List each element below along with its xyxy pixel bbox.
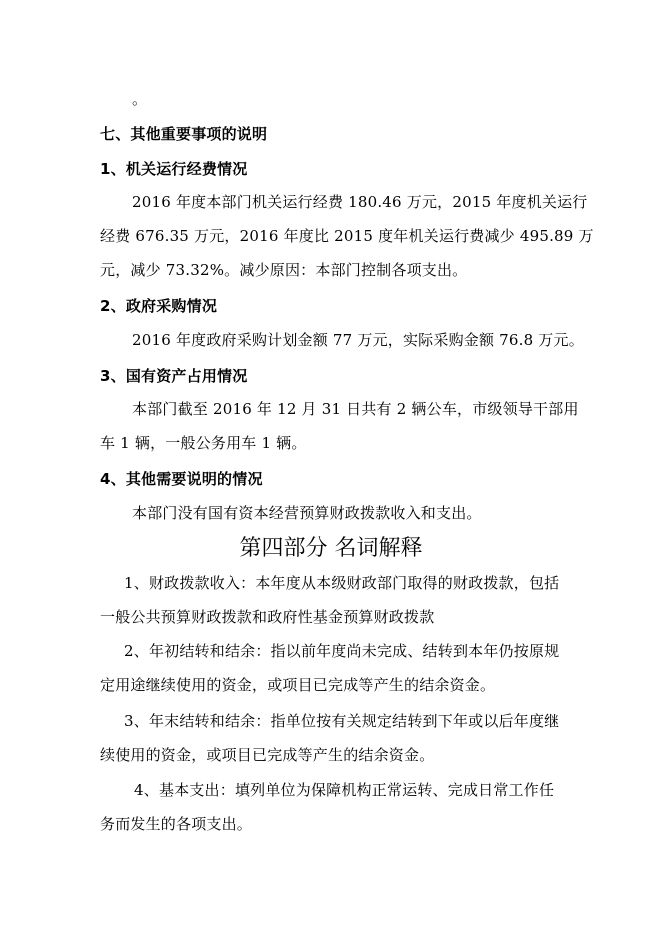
item-4-line: 本部门没有国有资本经营预算财政拨款收入和支出。 — [132, 504, 482, 522]
item-3-line: 车 1 辆，一般公务用车 1 辆。 — [100, 434, 307, 452]
definition-line: 4、基本支出：填列单位为保障机构正常运转、完成日常工作任 — [134, 781, 555, 799]
part-4-title: 第四部分 名词解释 — [239, 536, 423, 561]
section-7-title: 七、其他重要事项的说明 — [100, 125, 268, 143]
item-1-line: 元，减少 73.32%。减少原因：本部门控制各项支出。 — [100, 261, 468, 279]
item-1-line: 经费 676.35 万元，2016 年度比 2015 度年机关运行费减少 495.89 万 — [100, 227, 594, 245]
item-3-heading: 3、国有资产占用情况 — [100, 367, 248, 385]
definition-line: 定用途继续使用的资金，或项目已完成等产生的结余资金。 — [100, 676, 496, 694]
item-3-line: 本部门截至 2016 年 12 月 31 日共有 2 辆公车，市级领导干部用 — [132, 400, 579, 418]
item-1-line: 2016 年度本部门机关运行经费 180.46 万元，2015 年度机关运行 — [132, 193, 588, 211]
item-1-heading: 1、机关运行经费情况 — [100, 160, 248, 178]
item-2-heading: 2、政府采购情况 — [100, 297, 218, 315]
definition-line: 3、年末结转和结余：指单位按有关规定结转到下年或以后年度继 — [124, 712, 560, 730]
definition-line: 务而发生的各项支出。 — [100, 815, 253, 833]
definition-line: 续使用的资金，或项目已完成等产生的结余资金。 — [100, 746, 435, 764]
definition-line: 一般公共预算财政拨款和政府性基金预算财政拨款 — [100, 608, 435, 626]
definition-line: 2、年初结转和结余：指以前年度尚未完成、结转到本年仍按原规 — [124, 642, 560, 660]
item-4-heading: 4、其他需要说明的情况 — [100, 470, 263, 488]
item-2-line: 2016 年度政府采购计划金额 77 万元，实际采购金额 76.8 万元。 — [132, 331, 584, 349]
top-mark: 。 — [132, 90, 148, 108]
definition-line: 1、财政拨款收入：本年度从本级财政部门取得的财政拨款，包括 — [124, 574, 560, 592]
